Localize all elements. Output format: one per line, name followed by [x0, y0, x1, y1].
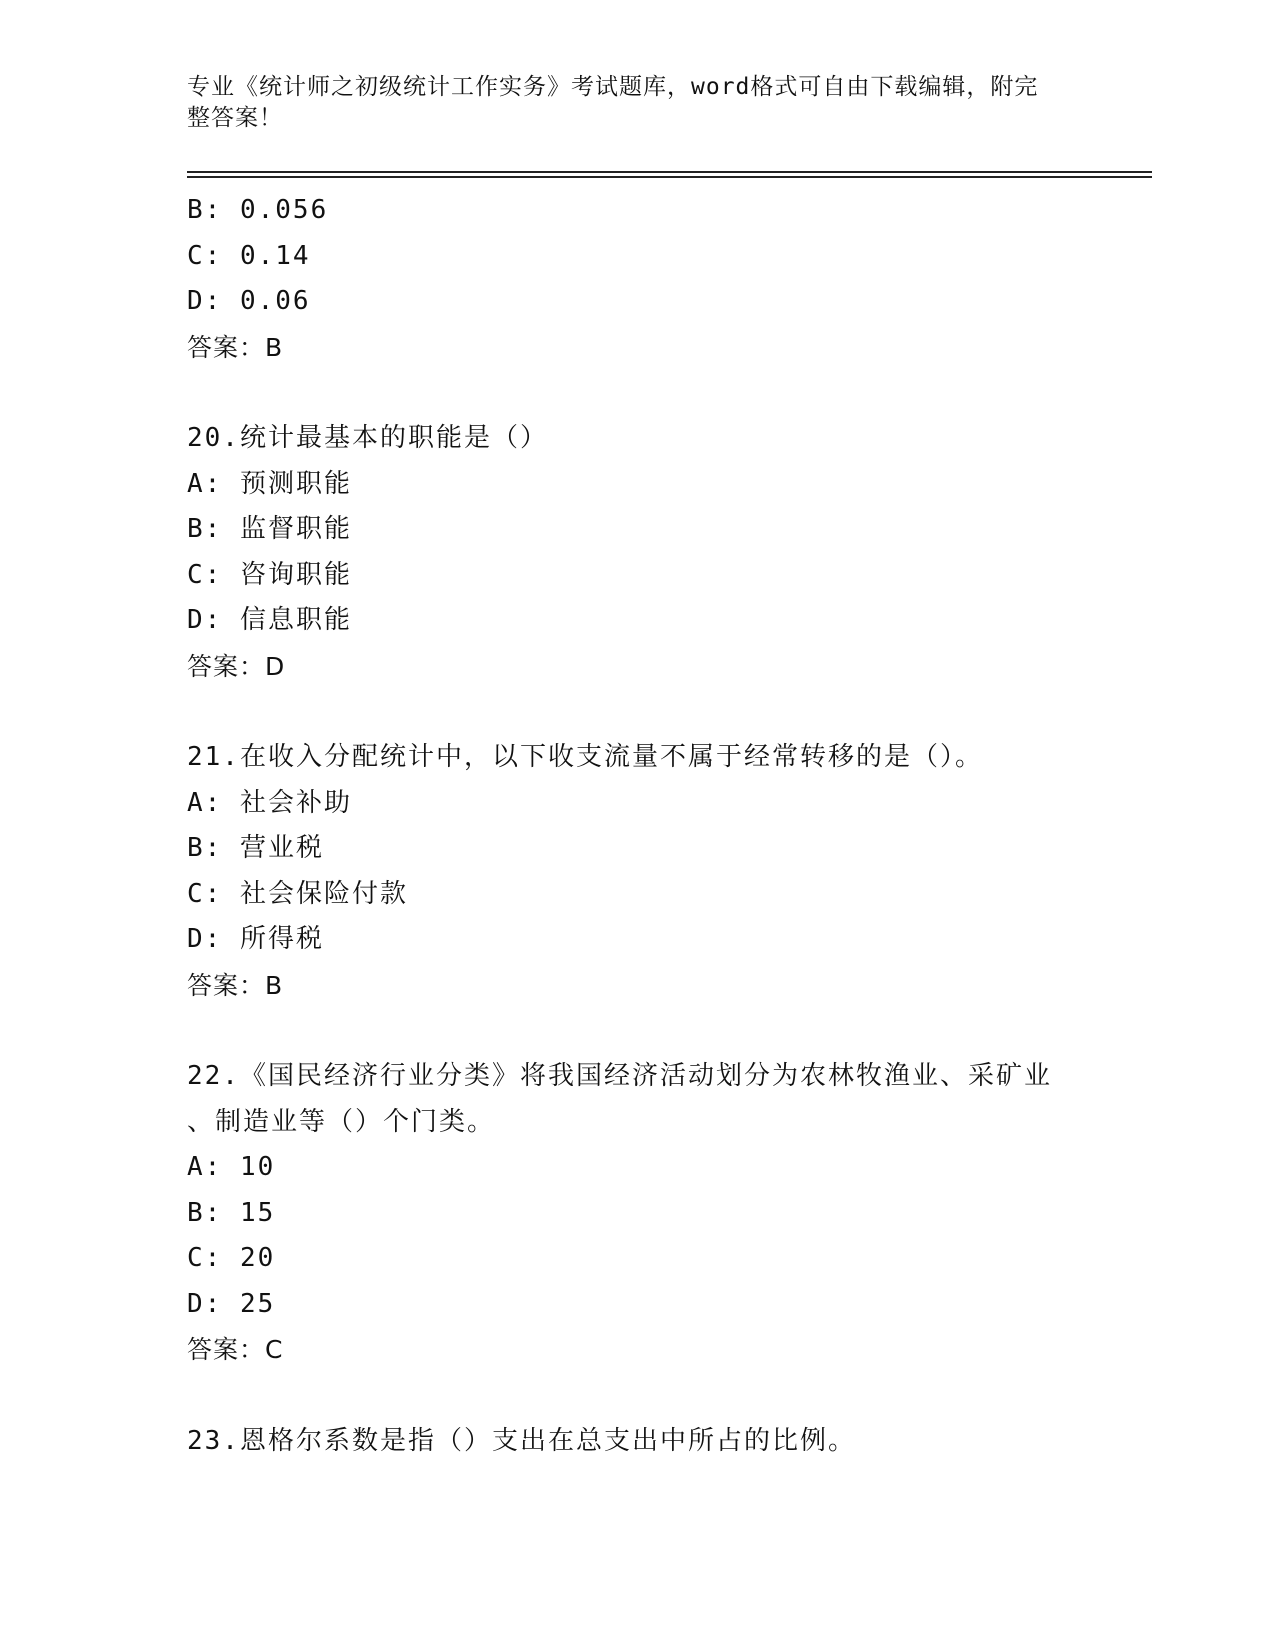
option-a: A: 预测职能 [187, 468, 352, 499]
question-text: 23.恩格尔系数是指（）支出在总支出中所占的比例。 [187, 1425, 856, 1456]
answer: 答案：B [187, 970, 284, 1000]
question-text: 20.统计最基本的职能是（） [187, 423, 548, 453]
option-a: A: 社会补助 [187, 787, 352, 818]
option-b: B: 监督职能 [187, 514, 352, 544]
question-21 [187, 735, 1147, 1008]
question-text-line-1: 22.《国民经济行业分类》将我国经济活动划分为农林牧渔业、采矿业 [187, 1061, 1052, 1091]
option-d: D: 所得税 [187, 924, 324, 954]
question-23 [187, 1419, 1147, 1465]
option-c: C: 0.14 [187, 240, 311, 271]
option-d: D: 信息职能 [187, 605, 352, 635]
option-c: C: 20 [187, 1243, 276, 1273]
option-d: D: 0.06 [187, 286, 311, 316]
question-20 [187, 416, 1147, 689]
option-c: C: 咨询职能 [187, 559, 352, 590]
question-list [187, 188, 1147, 1464]
answer: 答案：D [187, 651, 286, 681]
question-text-line-2: 、制造业等（）个门类。 [187, 1106, 496, 1137]
document-header [187, 72, 1087, 134]
header-line-1: 专业《统计师之初级统计工作实务》考试题库，word格式可自由下载编辑，附完 [187, 74, 1039, 100]
question-text: 21.在收入分配统计中，以下收支流量不属于经常转移的是（）。 [187, 742, 983, 772]
question-19-tail [187, 188, 1147, 370]
option-a: A: 10 [187, 1152, 276, 1182]
question-22 [187, 1054, 1147, 1373]
option-c: C: 社会保险付款 [187, 878, 408, 909]
answer: 答案：C [187, 1335, 284, 1364]
answer: 答案：B [187, 332, 284, 362]
header-line-2: 整答案！ [187, 105, 283, 131]
option-b: B: 营业税 [187, 833, 324, 863]
header-rule-top [187, 171, 1152, 173]
option-d: D: 25 [187, 1288, 276, 1319]
header-rule-bottom [187, 176, 1152, 178]
option-b: B: 15 [187, 1197, 276, 1228]
option-b: B: 0.056 [187, 195, 329, 225]
